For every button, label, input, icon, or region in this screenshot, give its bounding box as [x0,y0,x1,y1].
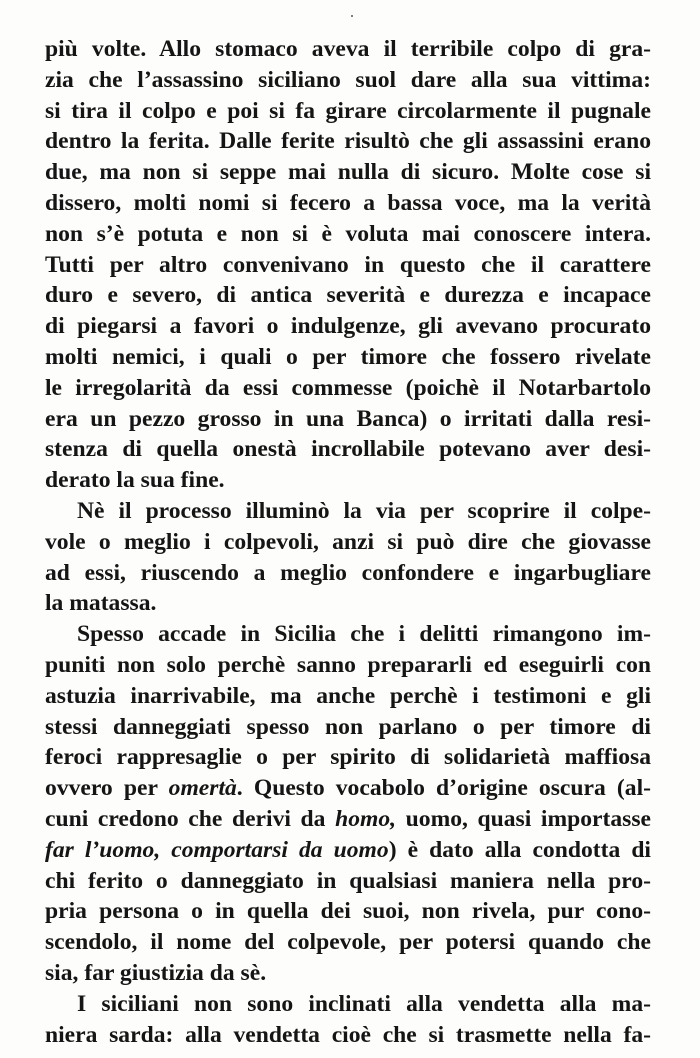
text-line: sia, far giustizia da sè. [45,959,267,986]
text-segment: ovvero per [45,775,169,802]
text-segment: uomo, quasi importasse [396,805,651,832]
scan-speck [351,15,353,17]
italic-term: omertà [168,775,237,802]
text-line: ad essi, riuscendo a meglio confondere e ingarbugliare [45,559,651,586]
text-line: Tutti per altro convenivano in questo che il carattere [45,251,651,278]
text-line: scendolo, il nome del colpevole, per potersi quando che [45,929,651,956]
text-line: più volte. Allo stomaco aveva il terribile colpo di gra- [45,36,651,62]
text-line: duro e severo, di antica severità e durezza e incapace [45,282,651,309]
text-line: si tira il colpo e poi si fa girare circolarmente il pugnale [45,97,651,124]
text-line: la matassa. [45,590,157,617]
text-line: I siciliani non sono inclinati alla vendetta alla ma- [77,990,651,1017]
text-line: derato la sua fine. [45,467,225,494]
text-line: puniti non solo perchè sanno prepararli ed eseguirli con [45,651,651,678]
text-line: di piegarsi a favori o indulgenze, gli avevano procurato [45,313,651,340]
text-line: stenza di quella onestà incrollabile potevano aver desi- [45,436,651,463]
italic-term: far l’uomo, comportarsi da uomo [45,836,389,863]
text-line: due, ma non si seppe mai nulla di sicuro. Molte cose si [45,159,651,186]
text-line: stessi danneggiati spesso non parlano o per timore di [45,713,651,740]
italic-term: homo, [335,805,397,832]
text-line: zia che l’assassino siciliano suol dare alla sua vittima: [45,66,651,93]
text-line: Nè il processo illuminò la via per scoprire il colpe- [77,497,651,524]
text-line: chi ferito o danneggiato in qualsiasi maniera nella pro- [45,867,651,894]
text-line: molti nemici, i quali o per timore che fossero rivelate [45,343,651,370]
text-line: non s’è potuta e non si è voluta mai conoscere intera. [45,220,651,247]
text-line [45,773,651,804]
text-line: dentro la ferita. Dalle ferite risultò che gli assassini erano [45,128,651,155]
text-segment: cuni credono che derivi da [45,805,336,832]
text-line: niera sarda: alla vendetta cioè che si trasmette nella fa- [45,1021,651,1048]
text-line: le irregolarità da essi commesse (poichè il Notarbartolo [45,374,651,401]
text-line: vole o meglio i colpevoli, anzi si può dire che giovasse [45,528,651,555]
text-segment: . Questo vocabolo d’origine oscura (al- [236,775,651,802]
text-line: pria persona o in quella dei suoi, non rivela, pur cono- [45,898,651,925]
text-line: feroci rappresaglie o per spirito di solidarietà maffiosa [45,744,651,771]
text-line [45,804,651,835]
text-line [45,835,651,866]
text-segment: ) è dato alla condotta di [388,836,651,863]
page-text [45,34,651,1050]
text-line: dissero, molti nomi si fecero a bassa voce, ma la verità [45,189,651,216]
text-line: astuzia inarrivabile, ma anche perchè i testimoni e gli [45,682,651,709]
text-line: Spesso accade in Sicilia che i delitti rimangono im- [77,621,651,648]
text-line: era un pezzo grosso in una Banca) o irritati dalla resi- [45,405,651,432]
